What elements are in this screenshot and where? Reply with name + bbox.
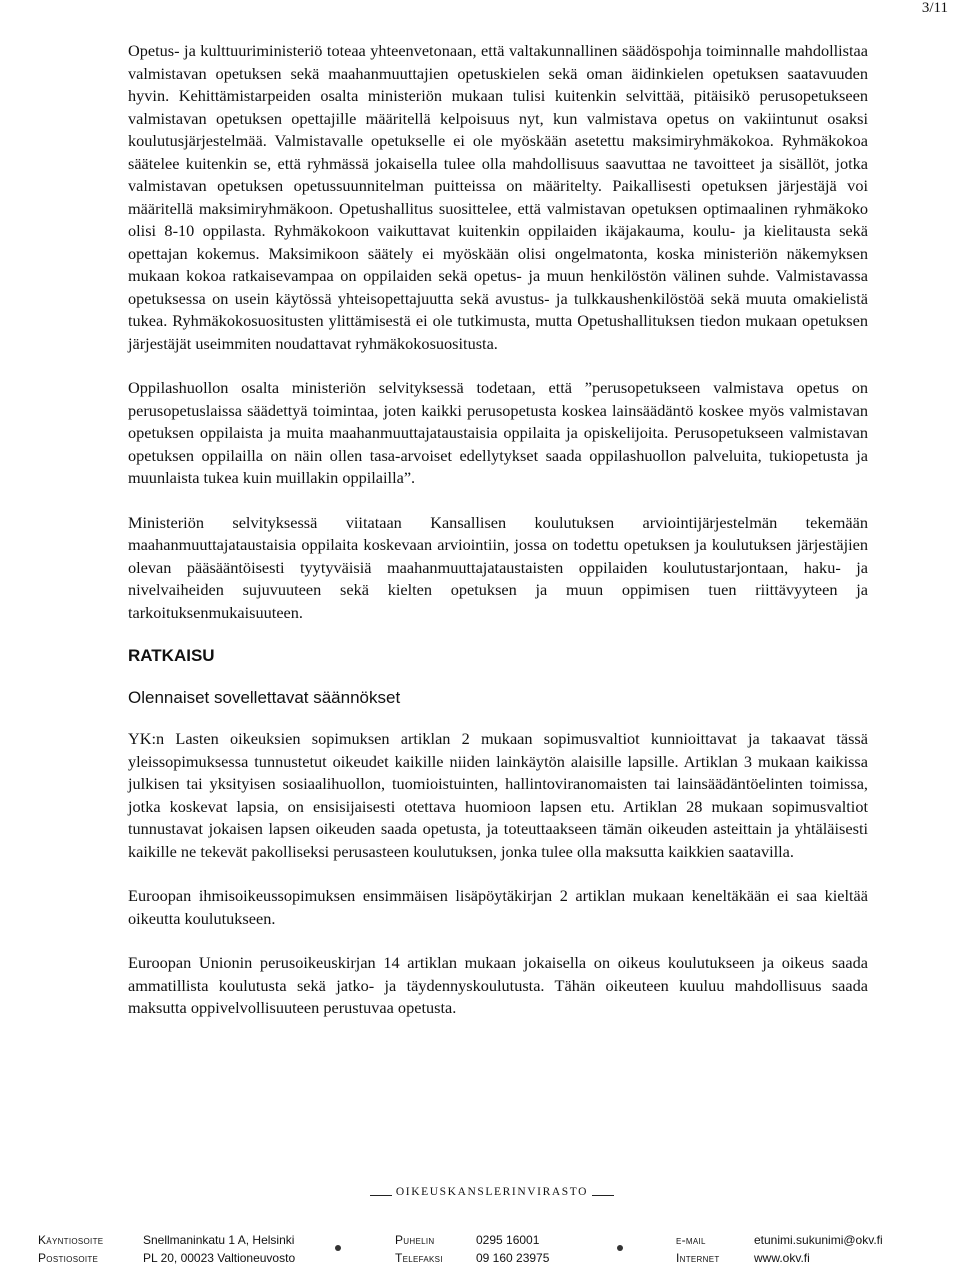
paragraph: YK:n Lasten oikeuksien sopimuksen artiklan 2 mukaan sopimusvaltiot kunnioittavat ja takaavat tässä yleissopimuksessa tunnustetut oikeudet kaikille niiden lainkäytön alaisille lapsille. Artiklan 3 mukaan kaikissa julkisen tai yksityisen sosiaalihuollon, tuomioistuinten, hallintoviranomaisten tai lainsäädäntöelinten toimissa, jotka koskevat lapsia, on ensisijaisesti otettava huomioon lapsen etu. Artiklan 28 mukaan sopimusvaltiot tunnustavat jokaisen lapsen oikeuden saada opetusta, ja toteuttaakseen tämän oikeuden asteittain ja yhtäläisesti kaikille ne tekevät pakolliseksi perusasteen koulutuksen, jonka tulee olla maksutta kaikkien saatavilla. <box>128 729 868 861</box>
subsection-heading: Olennaiset sovellettavat säännökset <box>128 688 401 707</box>
footer-logo: OIKEUSKANSLERINVIRASTO <box>395 1186 589 1198</box>
footer-separator-dot <box>335 1245 341 1251</box>
footer-separator-dot <box>617 1245 623 1251</box>
visit-address-label: Käyntiosoite <box>38 1233 104 1247</box>
postal-address-label: Postiosoite <box>38 1251 99 1265</box>
internet-value[interactable]: www.okv.fi <box>754 1251 810 1265</box>
paragraph: Euroopan ihmisoikeussopimuksen ensimmäisen lisäpöytäkirjan 2 artiklan mukaan keneltäkään ei saa kieltää oikeutta koulutukseen. <box>128 886 868 928</box>
phone-value: 0295 16001 <box>476 1233 540 1247</box>
paragraph: Opetus- ja kulttuuriministeriö toteaa yhteenvetonaan, että valtakunnallinen säädöspohja toiminnalle mahdollistaa valmistavan opetuksen sekä maahanmuuttajien opetuskielen sekä oman äidinkielen opetuksen saatavuuden hyvin. Kehittämistarpeiden osalta ministeriön mukaan tulisi kuitenkin selvittää, pitäisikö perusopetukseen valmistavan opetuksen opettajille määritellä kelpoisuus nyt, kun valmistava opetus on vakiintunut osaksi koulutusjärjestelmää. Valmistavalle opetukselle ei ole myöskään asetettu maksimiryhmäkokoa. Ryhmäkokoa säätelee kuitenkin se, että ryhmässä jokaisella tulee olla mahdollisuus saavuttaa ne tavoitteet ja sisällöt, jotka valmistavan opetuksen opetussuunnitelman puitteissa on määritelty. Paikallisesti opetuksen järjestäjä voi määritellä maksimiryhmäkoon. Opetushallitus suosittelee, että valmistavan opetuksen optimaalinen ryhmäkoko olisi 8-10 oppilasta. Ryhmäkokoon vaikuttavat kuitenkin oppilaiden ikäjakauma, koulu- ja kielitausta sekä opettajan kokemus. Maksimikoon säätely ei myöskään olisi ongelmatonta, koska ministeriön näkemyksen mukaan kokoa ratkaisevampaa on oppilaiden sekä opetus- ja muun henkilöstön välinen suhde. Valmistavassa opetuksessa on usein käytössä yhteisopettajuutta sekä avustus- ja tulkkaushenkilöstöä sekä muuta omakielistä tukea. Ryhmäkokosuositusten ylittämisestä ei ole tutkimusta, mutta Opetushallituksen tiedon mukaan opetuksen järjestäjät useimmiten noudattavat ryhmäkokosuositusta. <box>128 41 868 353</box>
paragraph: Ministeriön selvityksessä viitataan Kansallisen koulutuksen arviointijärjestelmän tekemään maahanmuuttajataustaisia oppilaita koskevaan arviointiin, jossa on todettu opetuksen ja koulutuksen järjestäjien olevan pääsääntöisesti tyytyväisiä maahanmuuttajataustaisten oppilaiden koulutustarjontaan, haku- ja nivelvaiheiden sujuvuuteen sekä kielten opetuksen ja muun oppimisen tuen riittävyyteen ja tarkoituksenmukaisuuteen. <box>128 512 868 622</box>
section-heading: RATKAISU <box>128 646 215 665</box>
visit-address-value: Snellmaninkatu 1 A, Helsinki <box>143 1233 295 1247</box>
fax-value: 09 160 23975 <box>476 1251 550 1265</box>
page-number: 3/11 <box>921 0 948 16</box>
paragraph: Oppilashuollon osalta ministeriön selvityksessä todetaan, että ”perusopetukseen valmistava opetus on perusopetuslaissa säädettyä toimintaa, joten kaikki perusopetusta koskea lainsäädäntö koskee myös valmistavan opetuksen oppilaista ja muita maahanmuuttajataustaisia oppilaita ja opiskelijoita. Perusopetukseen valmistavan opetuksen oppilailla on näin ollen tasa-arvoiset edellytykset saada oppilashuollon palveluita, tukiopetusta ja muunlaista tukea kuin muillakin oppilailla”. <box>128 378 868 487</box>
footer-rule-left <box>370 1195 392 1196</box>
internet-label: Internet <box>676 1251 720 1265</box>
phone-label: Puhelin <box>395 1233 435 1247</box>
document-body <box>128 40 868 1042</box>
fax-label: Telefaksi <box>395 1251 443 1265</box>
footer-logo-bar <box>0 1186 960 1206</box>
email-value[interactable]: etunimi.sukunimi@okv.fi <box>754 1233 883 1247</box>
footer-contacts <box>0 1230 960 1266</box>
email-label: e-mail <box>676 1233 706 1247</box>
paragraph: Euroopan Unionin perusoikeuskirjan 14 artiklan mukaan jokaisella on oikeus koulutukseen ja oikeus saada ammatillista koulutusta sekä jatko- ja täydennyskoulutusta. Tähän oikeuteen kuuluu mahdollisuus saada maksutta oppivelvollisuuteen perustuvaa opetusta. <box>128 953 868 1017</box>
footer-rule-right <box>592 1195 614 1196</box>
postal-address-value: PL 20, 00023 Valtioneuvosto <box>143 1251 296 1265</box>
